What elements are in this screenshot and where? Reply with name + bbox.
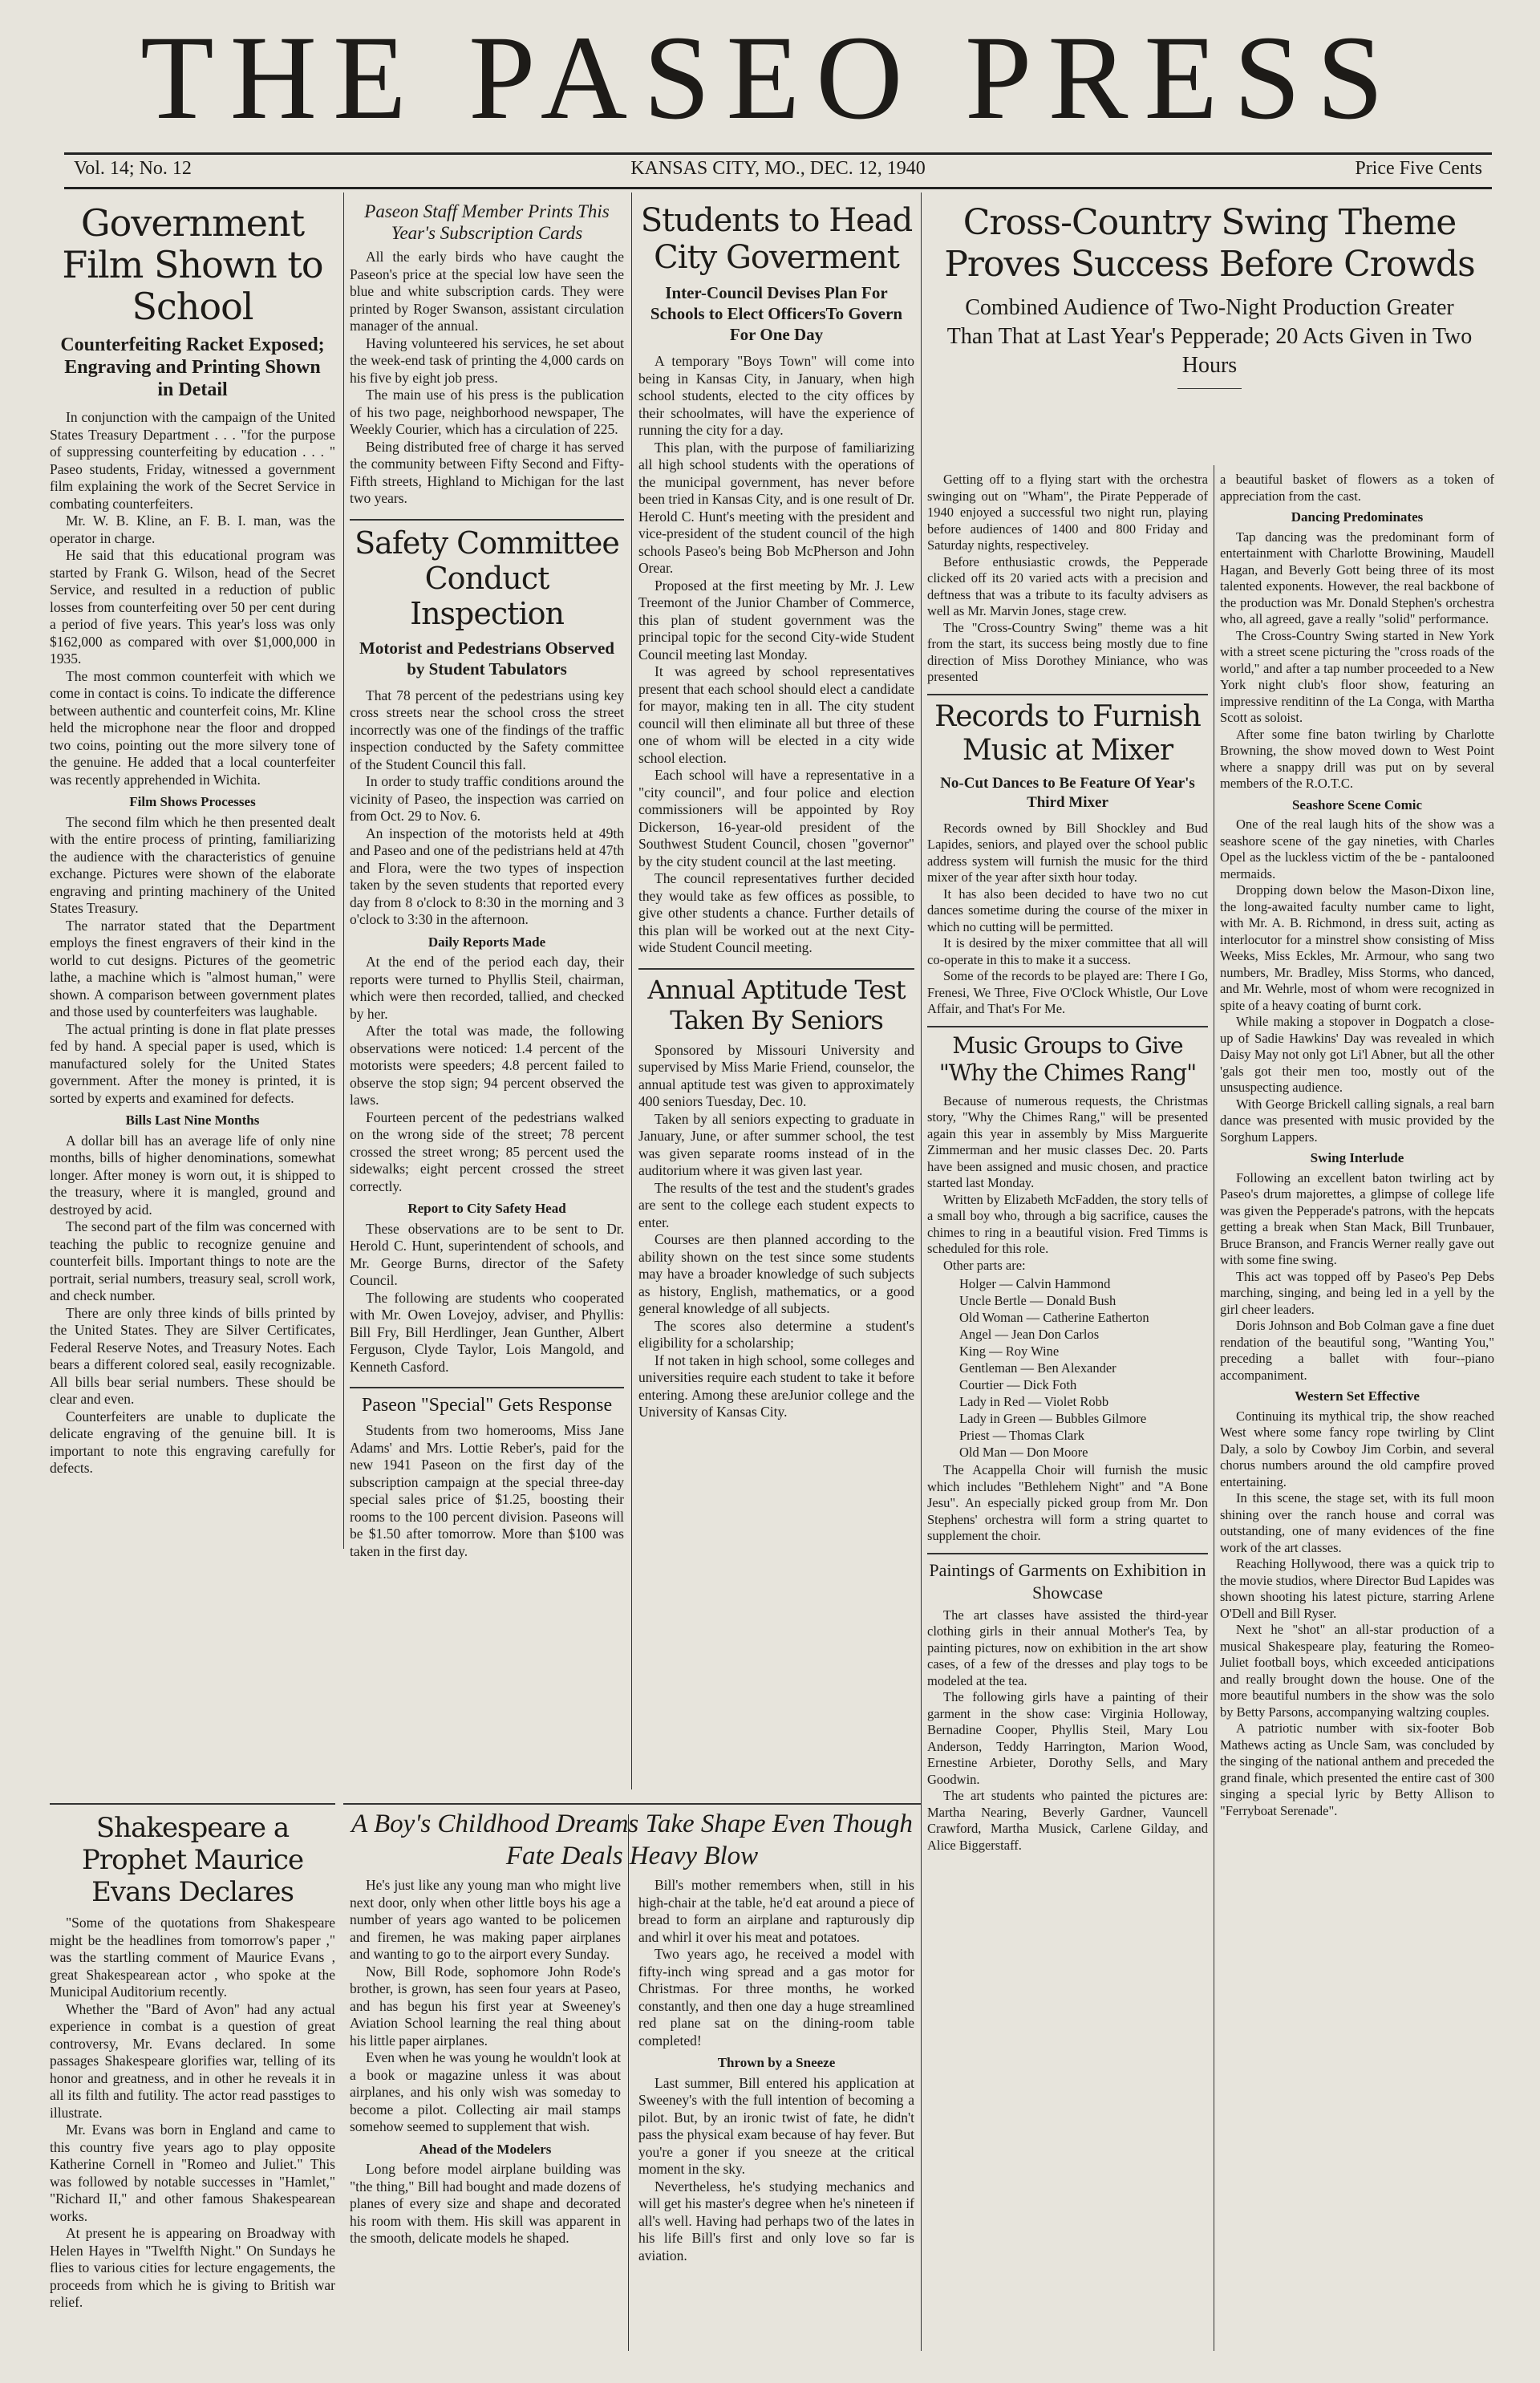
paragraph: Records owned by Bill Shockley and Bud Lapides, seniors, and played over the school public address system will furnish the music for the third mixer of the year after sixth hour today. [927, 820, 1208, 885]
subhead: Western Set Effective [1295, 1388, 1420, 1404]
paragraph: Being distributed free of charge it has served the community between Fifty Second and Fifty-Fifth streets, Highland to Michigan for the last two years. [350, 438, 624, 506]
article-records-mixer [927, 700, 1208, 1018]
paragraph: A dollar bill has an average life of only nine months, bills of higher denominations, somewhat longer. After money is worn out, it is shipped to the treasury, where it is mangled, ground and destroyed by acid. [50, 1132, 335, 1218]
headline: Annual Aptitude Test Taken By Seniors [647, 974, 906, 1035]
article-students-city-government [638, 202, 914, 957]
cast-item: Priest — Thomas Clark [959, 1428, 1084, 1443]
column-rule [631, 193, 632, 1789]
subhead: Ahead of the Modelers [419, 2141, 552, 2157]
paragraph: Some of the records to be played are: There I Go, Frenesi, We Three, Five O'Clock Whistle, Our Love Affair, and That's For Me. [927, 968, 1208, 1016]
paragraph: Reaching Hollywood, there was a quick trip to the movie studios, where Director Bud Lapides was shown shooting his latest picture, starring Arlene O'Dell and Bill Ryser. [1220, 1556, 1494, 1621]
subhead: Bills Last Nine Months [125, 1112, 260, 1128]
paragraph: A patriotic number with six-footer Bob Mathews acting as Uncle Sam, was concluded by the singing of the national anthem and preceded the grand finale, which presented the entire cast of 300 singing a special lyric by Betty Allison to "Ferryboat Serenade". [1220, 1720, 1494, 1818]
column-3 [638, 199, 914, 1803]
headline: A Boy's Childhood Dreams Take Shape Even Though Fate Deals Heavy Blow [351, 1810, 913, 1870]
subhead: Thrown by a Sneeze [717, 2055, 836, 2070]
section-rule [343, 1803, 921, 1805]
headline: Safety Committee Conduct Inspection [355, 525, 619, 631]
article-boy-dreams-col-b [638, 1877, 914, 2374]
cast-item: Courtier — Dick Foth [959, 1377, 1077, 1392]
headline: Shakespeare a Prophet Maurice Evans Declares [81, 1812, 304, 1908]
paragraph: At present he is appearing on Broadway with Helen Hayes in "Twelfth Night." On Sundays he flies to various cities for lecture engagements, the proceeds from which he is giving to British war relief. [50, 2225, 335, 2310]
deck: Inter-Council Devises Plan For Schools to Elect OfficersTo Govern For One Day [650, 283, 903, 344]
cast-item: King — Roy Wine [959, 1343, 1060, 1359]
deck: Motorist and Pedestrians Observed by Student Tabulators [359, 638, 614, 679]
paragraph: It has also been decided to have two no cut dances sometime during the course of the mixer in which no cutting will be permitted. [927, 886, 1208, 934]
paragraph: Even when he was young he wouldn't look at a book or magazine unless it was about airplanes, and his only wish was someday to become a pilot. Collecting air mail stamps somehow seemed to supplement that wish. [350, 2049, 621, 2134]
dateline-bar [64, 152, 1492, 189]
paragraph: Now, Bill Rode, sophomore John Rode's brother, is grown, has seen four years at Paseo, and has begun his first year at Sweeney's Aviation School learning the real thing about his little paper airplanes. [350, 1963, 621, 2049]
paragraph: Tap dancing was the predominant form of entertainment with Charlotte Browining, Maudell Hagan, and Beverly Gott being three of its most talented exponents. However, the real backbone of the production was Mr. Donald Stephen's orchestra who, all agreed, gave a really "solid" performance. [1220, 529, 1494, 626]
paragraph: Each school will have a representative in a "city council", and four police and election commissioners will be appointed by Roy Dickerson, 16-year-old president of the Southwest Student Council, chosen "governor" by the city student council at the last meeting. [638, 767, 914, 869]
article-boy-dreams-col-a [350, 1877, 621, 2374]
paragraph: Whether the "Bard of Avon" had any actual experience in combat is a question of great controversy, Mr. Evans declared. In some passages Shakespeare glorifies war, telling of its honor and greatness, and in other he reveals it in all its filth and futility. The actor read passtiges to illustrate. [50, 2000, 335, 2121]
paragraph: Having volunteered his services, he set about the week-end task of printing the 4,000 cards on his five by eight job press. [350, 334, 624, 386]
paragraph: With George Brickell calling signals, a real barn dance was presented with music provided by the Sorghum Lappers. [1220, 1096, 1494, 1145]
paragraph: In conjunction with the campaign of the United States Treasury Department . . . "for the purpose of suppressing counterfeiting by education . . . " Paseo students, Friday, witnessed a government film explaining the work of the Secret Service in combating counterfeiters. [50, 409, 335, 512]
paragraph: The council representatives further decided they would take as few offices as possible, to give other students a chance. Further details of this plan will be worked out at the next City-wide Student Council meeting. [638, 870, 914, 955]
headline: Cross-Country Swing Theme Proves Success Before Crowds [944, 202, 1475, 285]
paragraph: Proposed at the first meeting by Mr. J. Lew Treemont of the Junior Chamber of Commerce, this plan of student government was the principal topic for the second City-wide Student Council meeting last Monday. [638, 577, 914, 663]
deck: Counterfeiting Racket Exposed; Engraving and Printing Shown in Detail [60, 334, 325, 400]
paragraph: He said that this educational program was started by Frank G. Wilson, head of the Secret Service, and resulted in a reduction of public losses from counterfeiting over 50 per cent during a period of five years. This year's loss was only $162,000 as compared with over $1,000,000 in 1935. [50, 547, 335, 667]
section-rule [638, 968, 914, 970]
paragraph: Two years ago, he received a model with fifty-inch wing spread and a gas motor for Christmas. For three months, he worked constantly, and then one day a huge streamlined red plane sat on the dining-room table completed! [638, 1946, 914, 2049]
cast-list [927, 1275, 1208, 1461]
cast-item: Gentleman — Ben Alexander [959, 1360, 1116, 1376]
paragraph: The actual printing is done in flat plate presses fed by hand. A special paper is used, which is manufactured solely for the United States government. After the money is printed, it is sorted by experts and examined for defects. [50, 1020, 335, 1106]
paragraph: The narrator stated that the Department employs the finest engravers of their kind in the world to cut designs. Pictures of the geometric lathe, a machine which is "almost human," were shown. A comparison between government plates and those used by counterfeiters was laughable. [50, 917, 335, 1019]
headline: Paseon "Special" Gets Response [361, 1395, 613, 1416]
cast-item: Holger — Calvin Hammond [959, 1276, 1111, 1291]
headline: Music Groups to Give "Why the Chimes Rang" [938, 1031, 1197, 1086]
paragraph: Following an excellent baton twirling act by Paseo's drum majorettes, a glimpse of college life was given the Pepperade's patrons, with the hepcats getting a break when Stan Mack, Bill Trunbauer, Bruce Branson, and Francis Werner really gave out with some fine swing. [1220, 1169, 1494, 1267]
paragraph: The second film which he then presented dealt with the entire process of printing, familiarizing the audience with the characteristics of genuine exchange. Pictures were shown of the elaborate engraving and printing machinery of the United States Treasury. [50, 813, 335, 916]
cast-item: Lady in Green — Bubbles Gilmore [959, 1411, 1147, 1426]
headline: Records to Furnish Music at Mixer [934, 699, 1201, 767]
column-4 [927, 472, 1208, 2365]
paragraph: Counterfeiters are unable to duplicate the delicate engraving of the genuine bill. It is important to note this engraving carefully for defects. [50, 1408, 335, 1476]
subhead: Dancing Predominates [1291, 509, 1424, 525]
paragraph: Doris Johnson and Bob Colman gave a fine duet rendation of the beautiful song, "Wanting You," preceding a ballet with four--piano accompaniment. [1220, 1318, 1494, 1383]
paragraph: The main use of his press is the publication of his two page, neighborhood newspaper, The Weekly Courier, which has a circulation of 225. [350, 387, 624, 437]
column-rule [343, 193, 344, 1549]
paragraph: There are only three kinds of bills printed by the United States. They are Silver Certificates, Federal Reserve Notes, and Treasury Notes. Each bears a different colored seal, easily recognizable. All bills bear serial numbers. These should be clear and even. [50, 1304, 335, 1407]
paragraph: Next he "shot" an all-star production of a musical Shakespeare play, featuring the Romeo-Juliet football boys, which exceeded anticipations and really brought down the house. One of the more beautiful numbers in the show was the solo by Betty Parsons, accompanying waltzing couples. [1220, 1622, 1494, 1720]
paragraph: Continuing its mythical trip, the show reached West where some fancy rope twirling by Clint Daly, a solo by Cowboy Jim Corbin, and several chorus numbers around the old campfire proved entertaining. [1220, 1408, 1494, 1489]
cast-item: Old Man — Don Moore [959, 1445, 1088, 1460]
deck: Combined Audience of Two-Night Production Greater Than That at Last Year's Pepperade; 20 Acts Given in Two Hours [946, 295, 1473, 378]
paragraph: After some fine baton twirling by Charlotte Browning, the show moved down to West Point where a snappy drill was put on by several members of the R.O.T.C. [1220, 726, 1494, 791]
paragraph: Bill's mother remembers when, still in his high-chair at the table, he'd eat around a piece of bread to form an airplane and rapturously dip and whirl it over his meat and potatoes. [638, 1877, 914, 1945]
section-rule [927, 1026, 1208, 1027]
paragraph: Fourteen percent of the pedestrians walked on the wrong side of the street; 78 percent crossed the street wrong; 85 percent used the sidewalks; eight percent crossed the street correctly. [350, 1108, 624, 1194]
subhead: Daily Reports Made [428, 934, 546, 950]
price: Price Five Cents [1355, 158, 1482, 179]
paragraph: Other parts are: [943, 1257, 1026, 1273]
paragraph: The art students who painted the pictures are: Martha Nearing, Beverly Gardner, Vauncell Crawford, Martha Musick, Carlene Gilday, and Alice Biggerstaff. [927, 1788, 1208, 1853]
paragraph: Because of numerous requests, the Christmas story, "Why the Chimes Rang," will be presented again this year in assembly by Miss Marguerite Zimmerman and her music classes Dec. 20. Parts have been assigned and music chosen, and practice started last Monday. [927, 1092, 1208, 1190]
paragraph: At the end of the period each day, their reports were turned to Phyllis Steil, chairman, which were then recorded, tallied, and checked by her. [350, 954, 624, 1022]
article-swing-head [927, 199, 1492, 464]
paragraph: While making a stopover in Dogpatch a close-up of Sadie Hawkins' Day was revealed in which Daisy May not only got Li'l Abner, but all the other 'gals got their men too, mostly out of the unsuspecting audience. [1220, 1014, 1494, 1095]
paragraph: Sponsored by Missouri University and supervised by Miss Marie Friend, counselor, the annual aptitude test was given to approximately 400 seniors Tuesday, Dec. 10. [638, 1041, 914, 1109]
paragraph: Last summer, Bill entered his application at Sweeney's with the full intention of becoming a pilot. But, by an ironic twist of fate, he didn't pass the physical exam because of hay fever. But you're a goner if you sneeze at the critical moment in the sky. [638, 2074, 914, 2177]
cast-item: Angel — Jean Don Carlos [959, 1327, 1100, 1342]
headline: Government Film Shown to School [62, 201, 323, 328]
paragraph: The second part of the film was concerned with teaching the public to recognize genuine and counterfeit bills. Important things to note are the portrait, serial numbers, treasury seal, scroll work, and check number. [50, 1218, 335, 1303]
paragraph: Nevertheless, he's studying mechanics and will get his master's degree when he's nineteen if all's well. Having had perhaps two of the lates in his life Bill's first and only love so far is aviation. [638, 2178, 914, 2263]
section-rule [50, 1803, 335, 1805]
paragraph: In this scene, the stage set, with its full moon shining over the ranch house and corral was outstanding, one of many evidences of the fine work of the art classes. [1220, 1490, 1494, 1555]
article-paseon-special [350, 1393, 624, 1560]
section-rule [927, 1553, 1208, 1554]
paragraph: After the total was made, the following observations were noticed: 1.4 percent of the motorists were speeders; 4.8 percent failed to observe the stop sign; 94 percent observed the laws. [350, 1023, 624, 1108]
headline: Paintings of Garments on Exhibition in Showcase [929, 1559, 1206, 1603]
paragraph: The art classes have assisted the third-year clothing girls in their annual Mother's Tea, by painting pictures, now on exhibition in the art show cases, of a few of the dresses and play togs to be modeled at the tea. [927, 1607, 1208, 1688]
column-rule [921, 193, 922, 2351]
subhead: Swing Interlude [1310, 1150, 1404, 1165]
paragraph: Mr. Evans was born in England and came to this country five years ago to play opposite Katherine Cornell in "Romeo and Juliet." This was followed by notable successes in "Hamlet," "Richard II," and other famous Shakespearean works. [50, 2122, 335, 2224]
section-rule [350, 519, 624, 521]
paragraph: All the early birds who have caught the Paseon's price at the special low have seen the blue and white subscription cards. They were printed by Roger Swanson, assistant circulation manager of the annual. [350, 249, 624, 334]
subhead: Seashore Scene Comic [1291, 796, 1423, 813]
paragraph: This act was topped off by Paseo's Pep Debs marching, singing, and being led in a yell by the girl cheer leaders. [1220, 1268, 1494, 1317]
column-5 [1220, 472, 1494, 2365]
paragraph: That 78 percent of the pedestrians using key cross streets near the school cross the street incorrectly was one of the findings of the traffic inspection conducted by the Safety committee of the Student Council this fall. [350, 687, 624, 772]
paragraph: Courses are then planned according to the ability shown on the test since some students may have a broader knowledge of such subjects as history, English, mathematics, or a good general knowledge of all subjects. [638, 1231, 914, 1316]
paragraph: Taken by all seniors expecting to graduate in January, June, or after summer school, the test was given separate rooms instead of in the auditorium where it was given last year. [638, 1110, 914, 1178]
paragraph: In order to study traffic conditions around the vicinity of Paseo, the inspection was carried on from Oct. 29 to Nov. 6. [350, 773, 624, 824]
paragraph: The scores also determine a student's eligibility for a scholarship; [638, 1317, 914, 1351]
paragraph: The Cross-Country Swing started in New York with a street scene picturing the "cross roads of the world," and after a tap number proceeded to a New York night club's floor show, featuring an impressive renditinn of the La Conga, with Martha Scott as soloist. [1220, 627, 1494, 725]
paragraph: The Acappella Choir will furnish the music which includes "Bethlehem Night" and "A Bone Jesu". An especially picked group from Mr. Don Stephens' orchestra will form a string quartet to supplement the choir. [927, 1462, 1208, 1543]
cast-item: Lady in Red — Violet Robb [959, 1394, 1109, 1409]
column-1 [50, 199, 335, 1803]
deck: No-Cut Dances to Be Feature Of Year's Third Mixer [940, 774, 1195, 811]
masthead-title: THE PASEO PRESS [140, 11, 1400, 144]
paragraph: Written by Elizabeth McFadden, the story tells of a small boy who, through a big sacrifice, causes the chimes to ring in a beautiful vision. Fred Timms is scheduled for this role. [927, 1191, 1208, 1256]
paragraph: Students from two homerooms, Miss Jane Adams' and Mrs. Lottie Reber's, paid for the new 1941 Paseon on the first day of the subscription campaign at the special three-day special sales price of $1.25, boosting their rooms to the 100 percent division. Paseons will be $1.50 after tomorrow. More than $100 was taken in the first day. [350, 1422, 624, 1559]
paragraph: These observations are to be sent to Dr. Herold C. Hunt, superintendent of schools, and Mr. George Burns, director of the Safety Council. [350, 1220, 624, 1288]
paragraph: The following girls have a painting of their garment in the show case: Virginia Holloway, Bernadine Cooper, Phyllis Steil, Mary Lou Anderson, Teddy Harrington, Marion Wood, Ernestine Arbieter, Dorothy Sells, and Mary Goodwin. [927, 1689, 1208, 1787]
paragraph: a beautiful basket of flowers as a token of appreciation from the cast. [1220, 472, 1494, 504]
cast-item: Old Woman — Catherine Eatherton [959, 1310, 1149, 1325]
headline: Paseon Staff Member Prints This Year's Subscription Cards [364, 201, 610, 243]
section-rule [927, 694, 1208, 695]
subhead: Film Shows Processes [129, 794, 256, 809]
column-rule [628, 1814, 629, 2351]
paragraph: The following are students who cooperated with Mr. Owen Lovejoy, adviser, and Phyllis: Bill Fry, Bill Herdlinger, Jean Gunther, Albert Ferguson, Clyde Taylor, Lois Mangold, and Kenneth Casford. [350, 1289, 624, 1375]
article-government-film [50, 202, 335, 1477]
section-rule [350, 1387, 624, 1388]
cast-item: Uncle Bertle — Donald Bush [959, 1293, 1116, 1308]
article-paintings [927, 1559, 1208, 1854]
paragraph: Before enthusiastic crowds, the Pepperade clicked off its 20 varied acts with a precision and deftness that was a tribute to its faculty advisers as well as Mr. Marvin Jones, stage crew. [927, 553, 1208, 618]
article-shakespeare [50, 1809, 335, 2370]
dateline: KANSAS CITY, MO., DEC. 12, 1940 [630, 158, 926, 179]
article-safety-committee [350, 525, 624, 1376]
paragraph: Dropping down below the Mason-Dixon line, the long-awaited faculty number came to light, with Mr. A. B. Richmond, in dress suit, acting as interlocutor for a minstrel show consisting of Miss Weeks, Miss Eckles, Mr. Armour, who sang two numbers, Mr. Bradley, Miss Storms, who danced, and Mr. Wehrle, most of whom were recognized in spite of a heavy coating of burnt cork. [1220, 882, 1494, 1013]
article-chimes [927, 1032, 1208, 1545]
volume-number: Vol. 14; No. 12 [74, 158, 192, 179]
short-rule [1177, 388, 1242, 389]
subhead: Report to City Safety Head [407, 1201, 566, 1216]
paragraph: The most common counterfeit with which we come in contact is coins. To indicate the difference between authentic and counterfeit coins, Mr. Kline held the microphone near the floor and dropped two coins, pointing out the more silvery tone of the genuine. He added that a local counterfeiter was recently apprehended in Wichita. [50, 667, 335, 788]
paragraph: This plan, with the purpose of familiarizing all high school students with the operations of the municipal government, has never before been tried in Kansas City, and is one result of Dr. Herold C. Hunt's meeting with the president and vice-president of the student council of the high schools Paseo's being Bob McPherson and John Orear. [638, 439, 914, 576]
paragraph: Long before model airplane building was "the thing," Bill had bought and made dozens of planes of every size and shape and decorated his room with them. His skill was apparent in the smooth, delicate models he shaped. [350, 2161, 621, 2246]
paragraph: An inspection of the motorists held at 49th and Paseo and one of the pedistrians held at 47th and Flora, were the two types of inspection taken by the seven students that reported every day from 8 o'clock to 8:30 in the morning and 3 o'clock to 3:30 in the afternoon. [350, 825, 624, 927]
paragraph: Mr. W. B. Kline, an F. B. I. man, was the operator in charge. [50, 513, 335, 546]
paragraph: It was agreed by school representatives present that each school should elect a candidate for mayor, making ten in all. The city student council will then eliminate all but three of these one of whom will be elected in a city wide school election. [638, 663, 914, 766]
article-aptitude-test [638, 975, 914, 1421]
headline: Students to Head City Goverment [640, 202, 913, 276]
article-subscription-cards [350, 201, 624, 508]
paragraph: The "Cross-Country Swing" theme was a hit from the start, its success being mostly due to fine direction of Miss Dorothey Miniance, who was presented [927, 619, 1208, 684]
paragraph: It is desired by the mixer committee that all will co-operate in this to make it a success. [927, 935, 1208, 967]
column-2 [350, 199, 624, 1803]
paragraph: He's just like any young man who might live next door, only when other little boys his age a number of years ago wanted to be policemen and firemen, he was making paper airplanes and wanting to go to the airport every Sunday. [350, 1877, 621, 1962]
paragraph: The results of the test and the student's grades are sent to the college each student expects to enter. [638, 1179, 914, 1230]
paragraph: Getting off to a flying start with the orchestra swinging out on "Wham", the Pirate Pepperade of 1940 enjoyed a successful two night run, playing before audiences of 1400 and 800 Friday and Saturday nights, respectiveley. [927, 472, 1208, 553]
paragraph: If not taken in high school, some colleges and universities require each student to take it before entering. Among these areJunior college and the University of Kansas City. [638, 1352, 914, 1420]
paragraph: "Some of the quotations from Shakespeare might be the headlines from tomorrow's paper ," was the startling comment of Maurice Evans , great Shakespearean actor , who spoke at the Municipal Auditorium recently. [50, 1915, 335, 2000]
paragraph: A temporary "Boys Town" will come into being in Kansas City, in January, when high school students, elected to the city offices by their schoolmates, will have the experience of running the city for a day. [638, 353, 914, 438]
paragraph: One of the real laugh hits of the show was a seashore scene of the gay nineties, with Charles Opel as the luckless victim of the be - pantalooned mermaids. [1220, 817, 1494, 881]
